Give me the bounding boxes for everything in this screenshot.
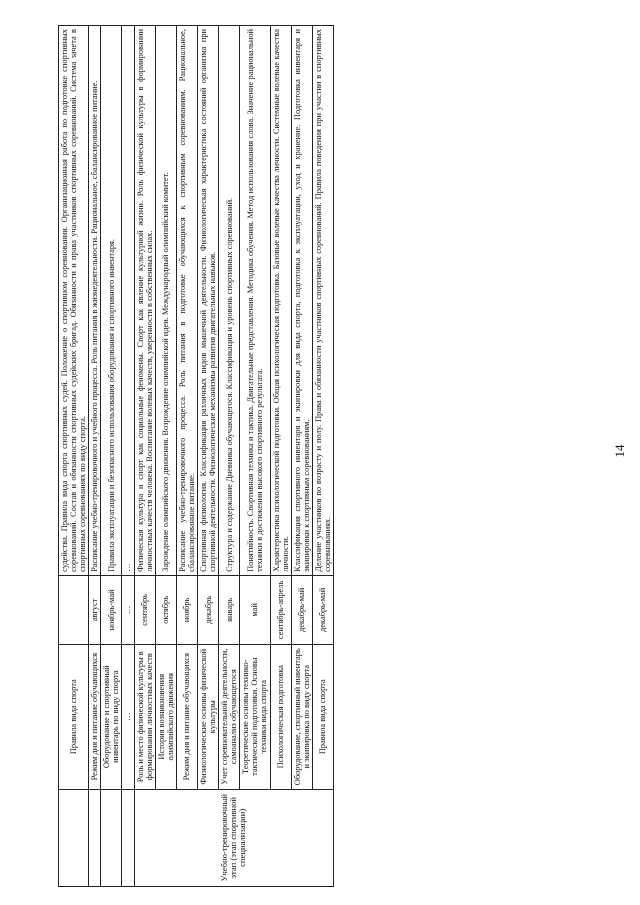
month-cell: сентябрь-апрель (270, 575, 291, 644)
content-cell: Классификация спортивного инвентаря и экипировки для вида спорта, подготовка к эксплуатации, уход и хранение. Подготовка инвентаря и экипировки к спортивным соревнованиям. (291, 26, 312, 576)
table-row (176, 26, 197, 887)
table-row (198, 26, 219, 887)
table-row (89, 26, 101, 887)
topic-cell: Правила вида спорта (59, 644, 89, 789)
table-row (155, 26, 176, 887)
topic-cell: Правила вида спорта (312, 644, 333, 789)
content-cell: Правила эксплуатации и безопасного использования оборудования и спортивного инвентаря. (101, 26, 122, 576)
month-cell: декабрь-май (312, 575, 333, 644)
content-cell: Расписание учебно-тренировочного процесса. Роль питания в подготовке обучающихся к спортивным соревнованиям. Рациональное, сбалансированное питание. (176, 26, 197, 576)
stage-cell-empty (59, 789, 89, 886)
topic-cell: Режим дня и питание обучающихся (176, 644, 197, 789)
month-cell: январь (219, 575, 240, 644)
table-row (270, 26, 291, 887)
month-cell: ноябрь (176, 575, 197, 644)
topic-cell: Режим дня и питание обучающихся (89, 644, 101, 789)
topic-cell: … (122, 644, 134, 789)
month-cell: май (240, 575, 270, 644)
table-row (291, 26, 312, 887)
table-row (59, 26, 89, 887)
content-cell: Спортивная физиология. Классификация различных видов мышечной деятельности. Физиологическая характеристика состояний организма при спортивной деятельности. Физиологические механизмы развития двигательных навыков. (198, 26, 219, 576)
content-cell: Понятийность. Спортивная техника и тактика. Двигательные представления. Методика обучения. Метод использования слова. Значение рациональной техники в достижении высокого спортивного результата. (240, 26, 270, 576)
table-row (312, 26, 333, 887)
topic-cell: История возникновения олимпийского движения (155, 644, 176, 789)
content-cell: … (122, 26, 134, 576)
table-row (101, 26, 122, 887)
month-cell: август (89, 575, 101, 644)
topic-cell: Психологическая подготовка (270, 644, 291, 789)
table-row (240, 26, 270, 887)
stage-cell: Учебно-тренировочный этап (этап спортивной специализации) (134, 789, 333, 886)
topic-cell: Учет соревновательной деятельности, самоанализ обучающегося (219, 644, 240, 789)
topic-cell: Физиологические основы физической культуры (198, 644, 219, 789)
topic-cell: Роль и место физической культуры в формировании личностных качеств (134, 644, 155, 789)
content-cell: Зарождение олимпийского движения. Возрождение олимпийской идеи. Международный олимпийский комитет. (155, 26, 176, 576)
month-cell: декабрь-май (291, 575, 312, 644)
month-cell: ноябрь-май (101, 575, 122, 644)
table-row (134, 26, 155, 887)
month-cell: декабрь (198, 575, 219, 644)
content-cell: Физическая культура и спорт как социальные феномены. Спорт как явление культурной жизни. Роль физической культуры в формировании личностных качеств человека. Воспитание волевых качеств, уверенности в собственных силах. (134, 26, 155, 576)
content-cell: судейства. Правила вида спорта спортивных судей. Положение о спортивном соревновании. Организационная работа по подготовке спортивных соревнований. Состав и обязанности спортивных судейских бригад. Обязанности и права участников спортивных соревнований. Система зачета в спортивных соревнованиях по виду спорта. (59, 26, 89, 576)
content-cell: Структура и содержание Дневника обучающегося. Классификация и уровень спортивных соревнований. (219, 26, 240, 576)
content-cell: Деление участников по возрасту и полу. Права и обязанности участников спортивных соревнований. Правила поведения при участии в спортивных соревнованиях. (312, 26, 333, 576)
month-cell: сентябрь (134, 575, 155, 644)
stage-cell-empty (89, 789, 101, 886)
topic-cell: Теоретические основы технико-тактической подготовки. Основы техники вида спорта (240, 644, 270, 789)
stage-cell-empty (101, 789, 122, 886)
topic-cell: Оборудование и спортивный инвентарь по виду спорта (101, 644, 122, 789)
month-cell: … (122, 575, 134, 644)
stage-cell-empty (122, 789, 134, 886)
page-number: 14 (612, 444, 627, 458)
topic-cell: Оборудование, спортивный инвентарь и экипировка по виду спорта (291, 644, 312, 789)
content-cell: Характеристика психологической подготовки. Общая психологическая подготовка. Базовые волевые качества личности. Системные волевые качества личности. (270, 26, 291, 576)
table-row (219, 26, 240, 887)
table-row-ellipsis (122, 26, 134, 887)
month-cell (59, 575, 89, 644)
month-cell: октябрь (155, 575, 176, 644)
content-cell: Расписание учебно-тренировочного и учебного процесса. Роль питания в жизнедеятельности. Рациональное, сбалансированное питание. (89, 26, 101, 576)
theory-plan-table (58, 25, 334, 887)
